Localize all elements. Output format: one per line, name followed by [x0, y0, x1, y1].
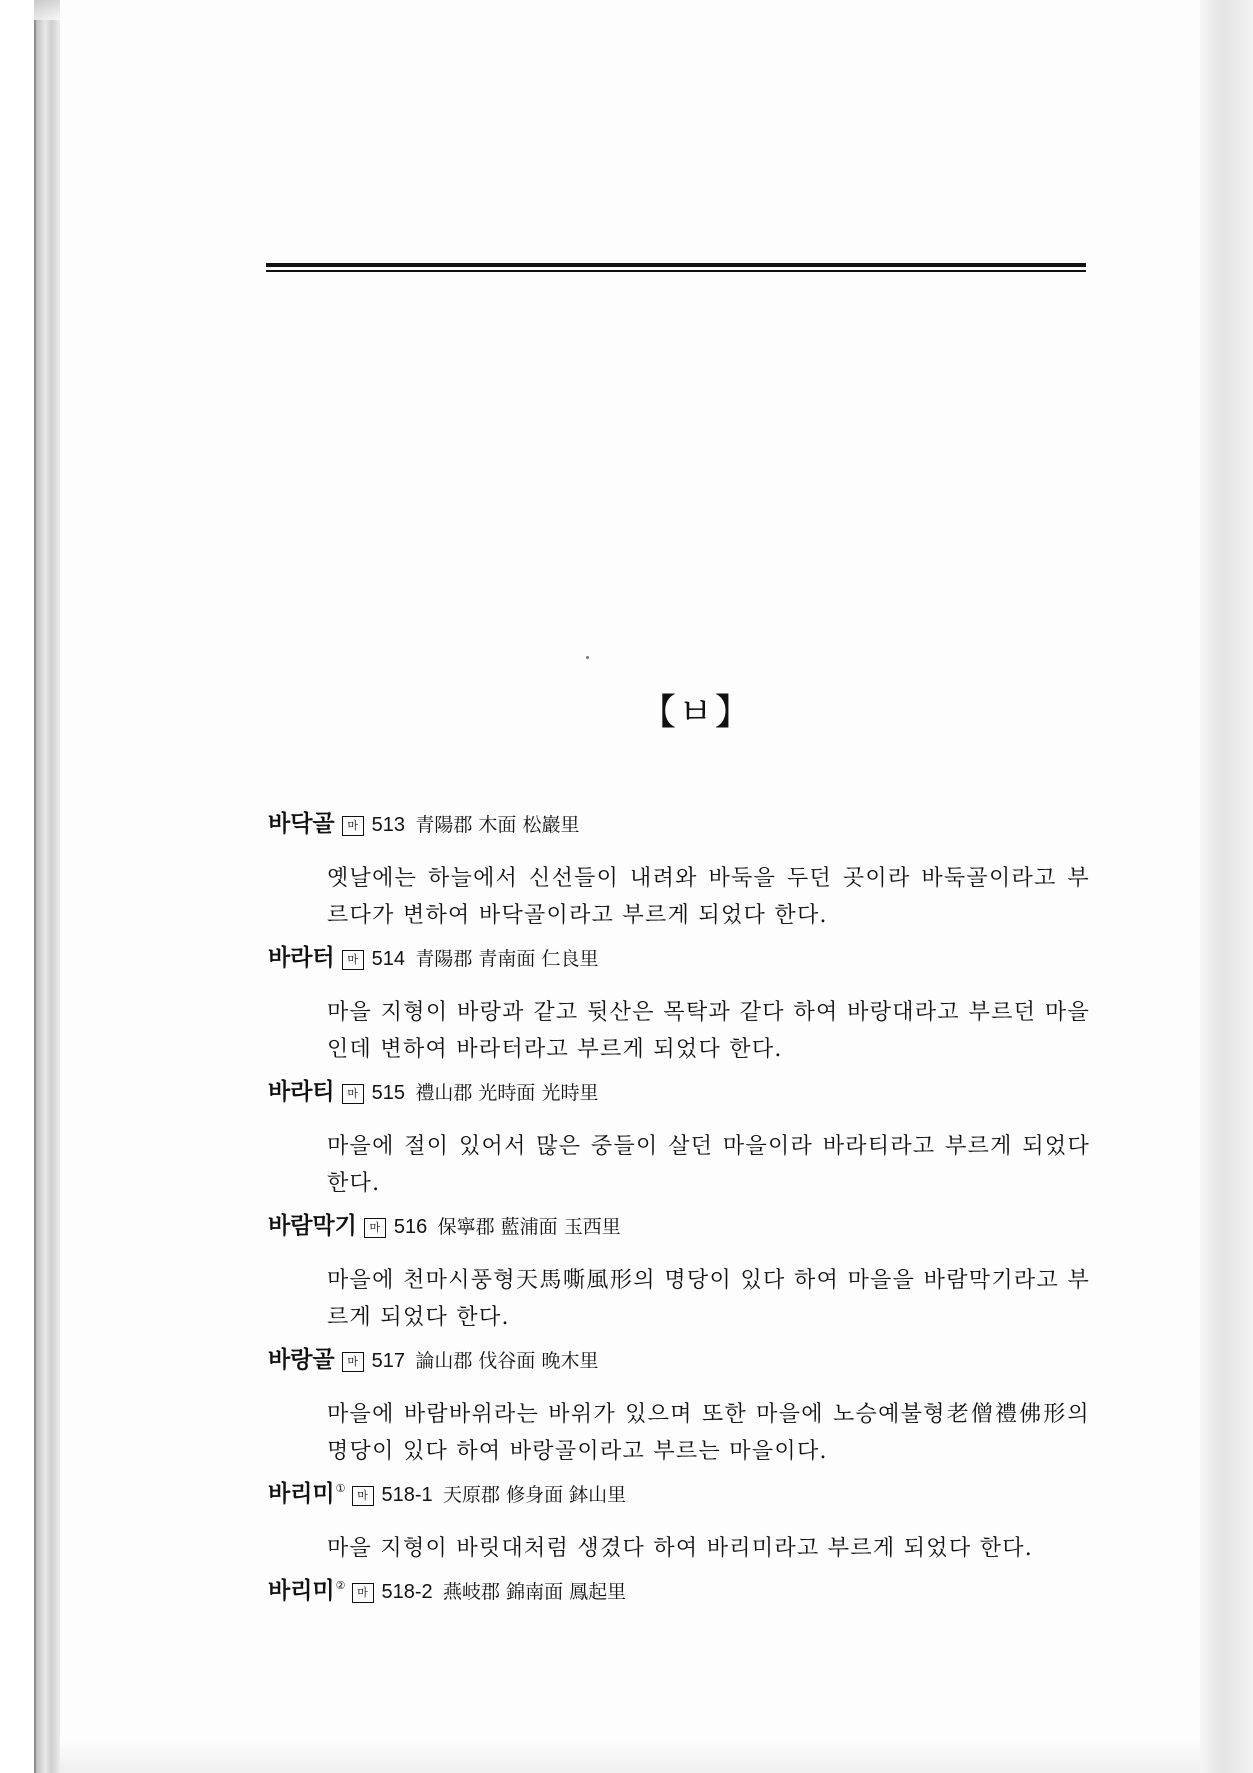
section-heading: 【ㅂ】 [640, 692, 753, 733]
entry-address: 保寧郡 藍浦面 玉西里 [437, 1216, 621, 1238]
entry-code: 515 [371, 1082, 406, 1104]
entry-term: 바리미 [268, 1481, 335, 1507]
entry-head [268, 1567, 1090, 1605]
book-page-edge [34, 0, 62, 1773]
page-right-shadow [1200, 0, 1253, 1773]
entry-description: 마을에 천마시풍형天馬嘶風形의 명당이 있다 하여 마을을 바람막기라고 부르게 되었다 한다. [327, 1268, 1090, 1330]
entry-address: 論山郡 伐谷面 晚木里 [415, 1350, 599, 1372]
page-bottom-shadow [60, 1740, 1200, 1773]
entry-description: 옛날에는 하늘에서 신선들이 내려와 바둑을 두던 곳이라 바둑골이라고 부르다가 변하여 바닥골이라고 부르게 되었다 한다. [327, 866, 1090, 928]
entry-head [268, 1202, 1090, 1240]
entry-head [268, 1336, 1090, 1374]
entry-address: 燕岐郡 錦南面 鳳起里 [443, 1581, 627, 1603]
header-rule-thin [266, 270, 1086, 272]
entry-code: 517 [371, 1350, 406, 1372]
entry-term: 바람막기 [268, 1213, 357, 1239]
village-badge-icon: 마 [352, 1583, 374, 1603]
entry-code: 518-2 [381, 1581, 433, 1603]
entry-description: 마을에 바람바위라는 바위가 있으며 또한 마을에 노승예불형老僧禮佛形의 명당이 있다 하여 바랑골이라고 부르는 마을이다. [327, 1402, 1090, 1464]
entry-code: 518-1 [381, 1484, 433, 1506]
village-badge-icon: 마 [342, 1084, 364, 1104]
entry-description: 마을 지형이 바랑과 같고 뒷산은 목탁과 같다 하여 바랑대라고 부르던 마을인데 변하여 바라터라고 부르게 되었다 한다. [327, 1000, 1090, 1062]
village-badge-icon: 마 [364, 1218, 386, 1238]
entry [268, 1068, 1090, 1202]
entry-superscript: ① [335, 1482, 346, 1495]
village-badge-icon: 마 [342, 1352, 364, 1372]
entry-head [268, 1068, 1090, 1106]
entry-superscript: ② [335, 1579, 346, 1592]
entry-description: 마을에 절이 있어서 많은 중들이 살던 마을이라 바라티라고 부르게 되었다 한다. [327, 1134, 1090, 1196]
entry-address: 禮山郡 光時面 光時里 [415, 1082, 599, 1104]
village-badge-icon: 마 [342, 816, 364, 836]
entry-term: 바라터 [268, 945, 335, 971]
entry-term: 바라티 [268, 1079, 335, 1105]
entry-address: 青陽郡 青南面 仁良里 [415, 948, 599, 970]
entry-head [268, 1470, 1090, 1508]
entry-address: 天原郡 修身面 鉢山里 [443, 1484, 627, 1506]
entry [268, 800, 1090, 934]
entry-address: 青陽郡 木面 松巖里 [415, 814, 580, 836]
entry-head [268, 800, 1090, 838]
header-rule-thick [266, 263, 1086, 267]
entry [268, 1567, 1090, 1605]
entry [268, 1202, 1090, 1336]
entry [268, 934, 1090, 1068]
entry [268, 1336, 1090, 1470]
entry-term: 바랑골 [268, 1347, 335, 1373]
entry-code: 516 [393, 1216, 428, 1238]
village-badge-icon: 마 [352, 1486, 374, 1506]
speck [586, 656, 589, 659]
entry-term: 바리미 [268, 1578, 335, 1604]
entry-code: 514 [371, 948, 406, 970]
entry [268, 1470, 1090, 1567]
entry-code: 513 [371, 814, 406, 836]
entry-head [268, 934, 1090, 972]
entry-list [268, 800, 1090, 1605]
entry-term: 바닥골 [268, 811, 335, 837]
village-badge-icon: 마 [342, 950, 364, 970]
entry-description: 마을 지형이 바릿대처럼 생겼다 하여 바리미라고 부르게 되었다 한다. [327, 1536, 1034, 1561]
